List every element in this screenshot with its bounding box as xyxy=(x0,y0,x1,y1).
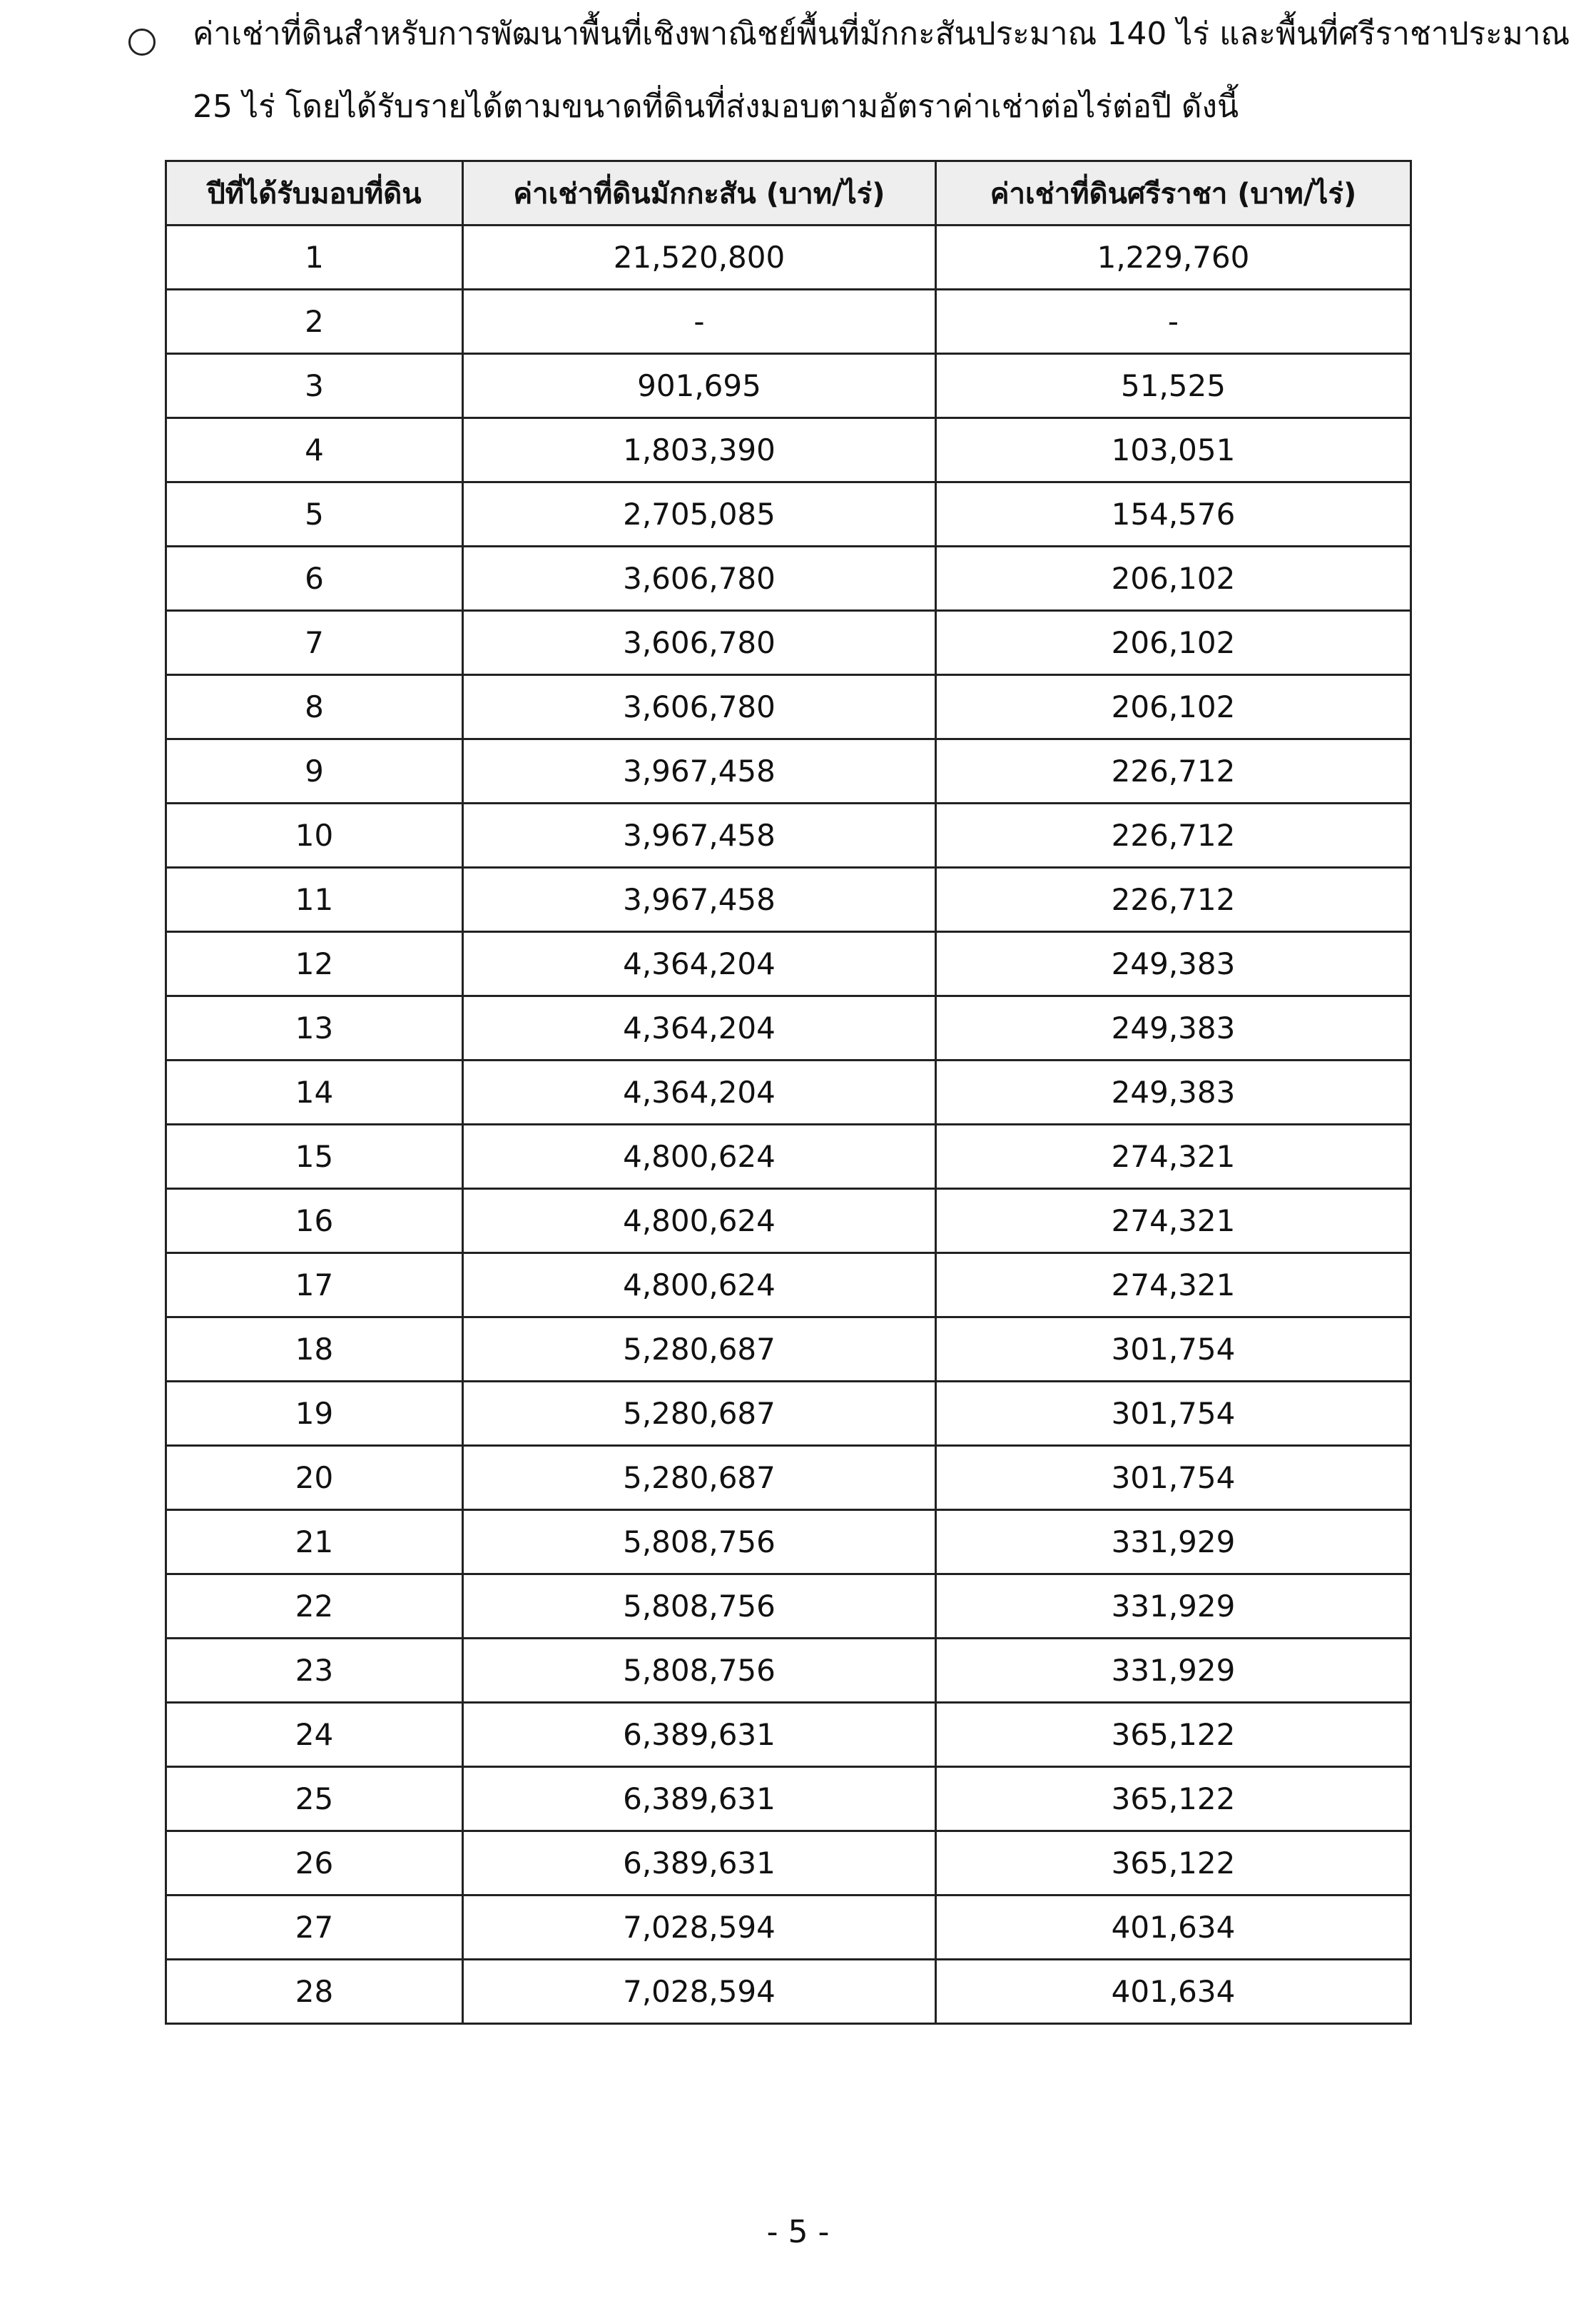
cell-sriracha-rent: 365,122 xyxy=(936,1831,1411,1896)
cell-makkasan-rent: 4,800,624 xyxy=(463,1189,936,1253)
cell-makkasan-rent: 21,520,800 xyxy=(463,226,936,290)
cell-makkasan-rent: 901,695 xyxy=(463,354,936,418)
intro-line-2: 25 ไร่ โดยได้รับรายได้ตามขนาดที่ดินที่ส่งมอบตามอัตราค่าเช่าต่อไร่ต่อปี ดังนี้ xyxy=(193,88,1239,125)
cell-makkasan-rent: 3,606,780 xyxy=(463,611,936,675)
table-row xyxy=(166,1510,1411,1574)
table-row xyxy=(166,482,1411,547)
cell-makkasan-rent: 7,028,594 xyxy=(463,1960,936,2024)
cell-sriracha-rent: 401,634 xyxy=(936,1896,1411,1960)
table-row xyxy=(166,290,1411,354)
cell-sriracha-rent: 206,102 xyxy=(936,547,1411,611)
table-row xyxy=(166,1960,1411,2024)
cell-sriracha-rent: 365,122 xyxy=(936,1767,1411,1831)
cell-sriracha-rent: 1,229,760 xyxy=(936,226,1411,290)
table-row xyxy=(166,868,1411,932)
cell-makkasan-rent: 3,967,458 xyxy=(463,868,936,932)
cell-year: 6 xyxy=(166,547,463,611)
cell-year: 14 xyxy=(166,1061,463,1125)
cell-year: 9 xyxy=(166,739,463,804)
cell-year: 3 xyxy=(166,354,463,418)
header-sriracha-rent: ค่าเช่าที่ดินศรีราชา (บาท/ไร่) xyxy=(936,161,1411,226)
table-row xyxy=(166,1831,1411,1896)
cell-year: 11 xyxy=(166,868,463,932)
cell-year: 12 xyxy=(166,932,463,996)
table-row xyxy=(166,1639,1411,1703)
cell-makkasan-rent: 3,606,780 xyxy=(463,547,936,611)
table-row xyxy=(166,547,1411,611)
cell-makkasan-rent: 4,364,204 xyxy=(463,996,936,1061)
table-row xyxy=(166,804,1411,868)
cell-year: 25 xyxy=(166,1767,463,1831)
table-header-row xyxy=(166,161,1411,226)
header-year: ปีที่ได้รับมอบที่ดิน xyxy=(166,161,463,226)
table-row xyxy=(166,1189,1411,1253)
cell-sriracha-rent: 206,102 xyxy=(936,675,1411,739)
cell-year: 10 xyxy=(166,804,463,868)
cell-makkasan-rent: 6,389,631 xyxy=(463,1831,936,1896)
cell-sriracha-rent: 154,576 xyxy=(936,482,1411,547)
cell-sriracha-rent: 331,929 xyxy=(936,1510,1411,1574)
cell-year: 1 xyxy=(166,226,463,290)
cell-makkasan-rent: 2,705,085 xyxy=(463,482,936,547)
cell-year: 22 xyxy=(166,1574,463,1639)
cell-sriracha-rent: 226,712 xyxy=(936,868,1411,932)
cell-sriracha-rent: 274,321 xyxy=(936,1253,1411,1317)
table-row xyxy=(166,739,1411,804)
cell-makkasan-rent: 5,280,687 xyxy=(463,1446,936,1510)
table-row xyxy=(166,226,1411,290)
cell-year: 18 xyxy=(166,1317,463,1382)
cell-makkasan-rent: 7,028,594 xyxy=(463,1896,936,1960)
cell-sriracha-rent: 301,754 xyxy=(936,1382,1411,1446)
cell-sriracha-rent: 274,321 xyxy=(936,1125,1411,1189)
cell-year: 19 xyxy=(166,1382,463,1446)
table-row xyxy=(166,418,1411,482)
table-row xyxy=(166,354,1411,418)
table-row xyxy=(166,675,1411,739)
cell-year: 8 xyxy=(166,675,463,739)
table-row xyxy=(166,1446,1411,1510)
cell-makkasan-rent: 3,967,458 xyxy=(463,804,936,868)
cell-year: 26 xyxy=(166,1831,463,1896)
table-row xyxy=(166,1253,1411,1317)
cell-year: 7 xyxy=(166,611,463,675)
cell-makkasan-rent: 3,967,458 xyxy=(463,739,936,804)
cell-year: 2 xyxy=(166,290,463,354)
hollow-circle-bullet-icon xyxy=(128,29,156,56)
cell-makkasan-rent: 5,280,687 xyxy=(463,1317,936,1382)
cell-makkasan-rent: 6,389,631 xyxy=(463,1703,936,1767)
table-row xyxy=(166,1061,1411,1125)
cell-makkasan-rent: 4,800,624 xyxy=(463,1125,936,1189)
cell-year: 13 xyxy=(166,996,463,1061)
cell-sriracha-rent: 226,712 xyxy=(936,739,1411,804)
cell-year: 21 xyxy=(166,1510,463,1574)
cell-year: 17 xyxy=(166,1253,463,1317)
page-number: - 5 - xyxy=(766,2214,830,2250)
cell-year: 16 xyxy=(166,1189,463,1253)
cell-sriracha-rent: 103,051 xyxy=(936,418,1411,482)
cell-makkasan-rent: 5,808,756 xyxy=(463,1510,936,1574)
cell-year: 15 xyxy=(166,1125,463,1189)
cell-sriracha-rent: 274,321 xyxy=(936,1189,1411,1253)
table-row xyxy=(166,1703,1411,1767)
cell-sriracha-rent: 226,712 xyxy=(936,804,1411,868)
cell-year: 24 xyxy=(166,1703,463,1767)
table-row xyxy=(166,1382,1411,1446)
cell-sriracha-rent: 249,383 xyxy=(936,996,1411,1061)
cell-sriracha-rent: - xyxy=(936,290,1411,354)
cell-makkasan-rent: 4,364,204 xyxy=(463,932,936,996)
cell-sriracha-rent: 249,383 xyxy=(936,932,1411,996)
cell-sriracha-rent: 365,122 xyxy=(936,1703,1411,1767)
cell-year: 23 xyxy=(166,1639,463,1703)
table-row xyxy=(166,932,1411,996)
cell-makkasan-rent: 5,808,756 xyxy=(463,1639,936,1703)
cell-makkasan-rent: 6,389,631 xyxy=(463,1767,936,1831)
table-row xyxy=(166,1317,1411,1382)
cell-sriracha-rent: 331,929 xyxy=(936,1574,1411,1639)
header-makkasan-rent: ค่าเช่าที่ดินมักกะสัน (บาท/ไร่) xyxy=(463,161,936,226)
cell-sriracha-rent: 206,102 xyxy=(936,611,1411,675)
cell-year: 20 xyxy=(166,1446,463,1510)
table-row xyxy=(166,1896,1411,1960)
table-row xyxy=(166,1574,1411,1639)
cell-makkasan-rent: 5,280,687 xyxy=(463,1382,936,1446)
cell-makkasan-rent: - xyxy=(463,290,936,354)
cell-sriracha-rent: 301,754 xyxy=(936,1317,1411,1382)
cell-sriracha-rent: 331,929 xyxy=(936,1639,1411,1703)
table-body xyxy=(166,226,1411,2024)
cell-sriracha-rent: 401,634 xyxy=(936,1960,1411,2024)
cell-makkasan-rent: 5,808,756 xyxy=(463,1574,936,1639)
cell-sriracha-rent: 51,525 xyxy=(936,354,1411,418)
land-rent-table xyxy=(165,160,1412,2025)
cell-makkasan-rent: 4,364,204 xyxy=(463,1061,936,1125)
table-row xyxy=(166,996,1411,1061)
cell-makkasan-rent: 1,803,390 xyxy=(463,418,936,482)
table-row xyxy=(166,611,1411,675)
cell-sriracha-rent: 301,754 xyxy=(936,1446,1411,1510)
cell-year: 28 xyxy=(166,1960,463,2024)
table-row xyxy=(166,1767,1411,1831)
cell-year: 4 xyxy=(166,418,463,482)
cell-sriracha-rent: 249,383 xyxy=(936,1061,1411,1125)
table-row xyxy=(166,1125,1411,1189)
cell-year: 27 xyxy=(166,1896,463,1960)
cell-makkasan-rent: 4,800,624 xyxy=(463,1253,936,1317)
intro-line-1: ค่าเช่าที่ดินสำหรับการพัฒนาพื้นที่เชิงพาณิชย์พื้นที่มักกะสันประมาณ 140 ไร่ และพื้นที่ศรีราชาประมาณ xyxy=(193,16,1570,52)
cell-makkasan-rent: 3,606,780 xyxy=(463,675,936,739)
cell-year: 5 xyxy=(166,482,463,547)
